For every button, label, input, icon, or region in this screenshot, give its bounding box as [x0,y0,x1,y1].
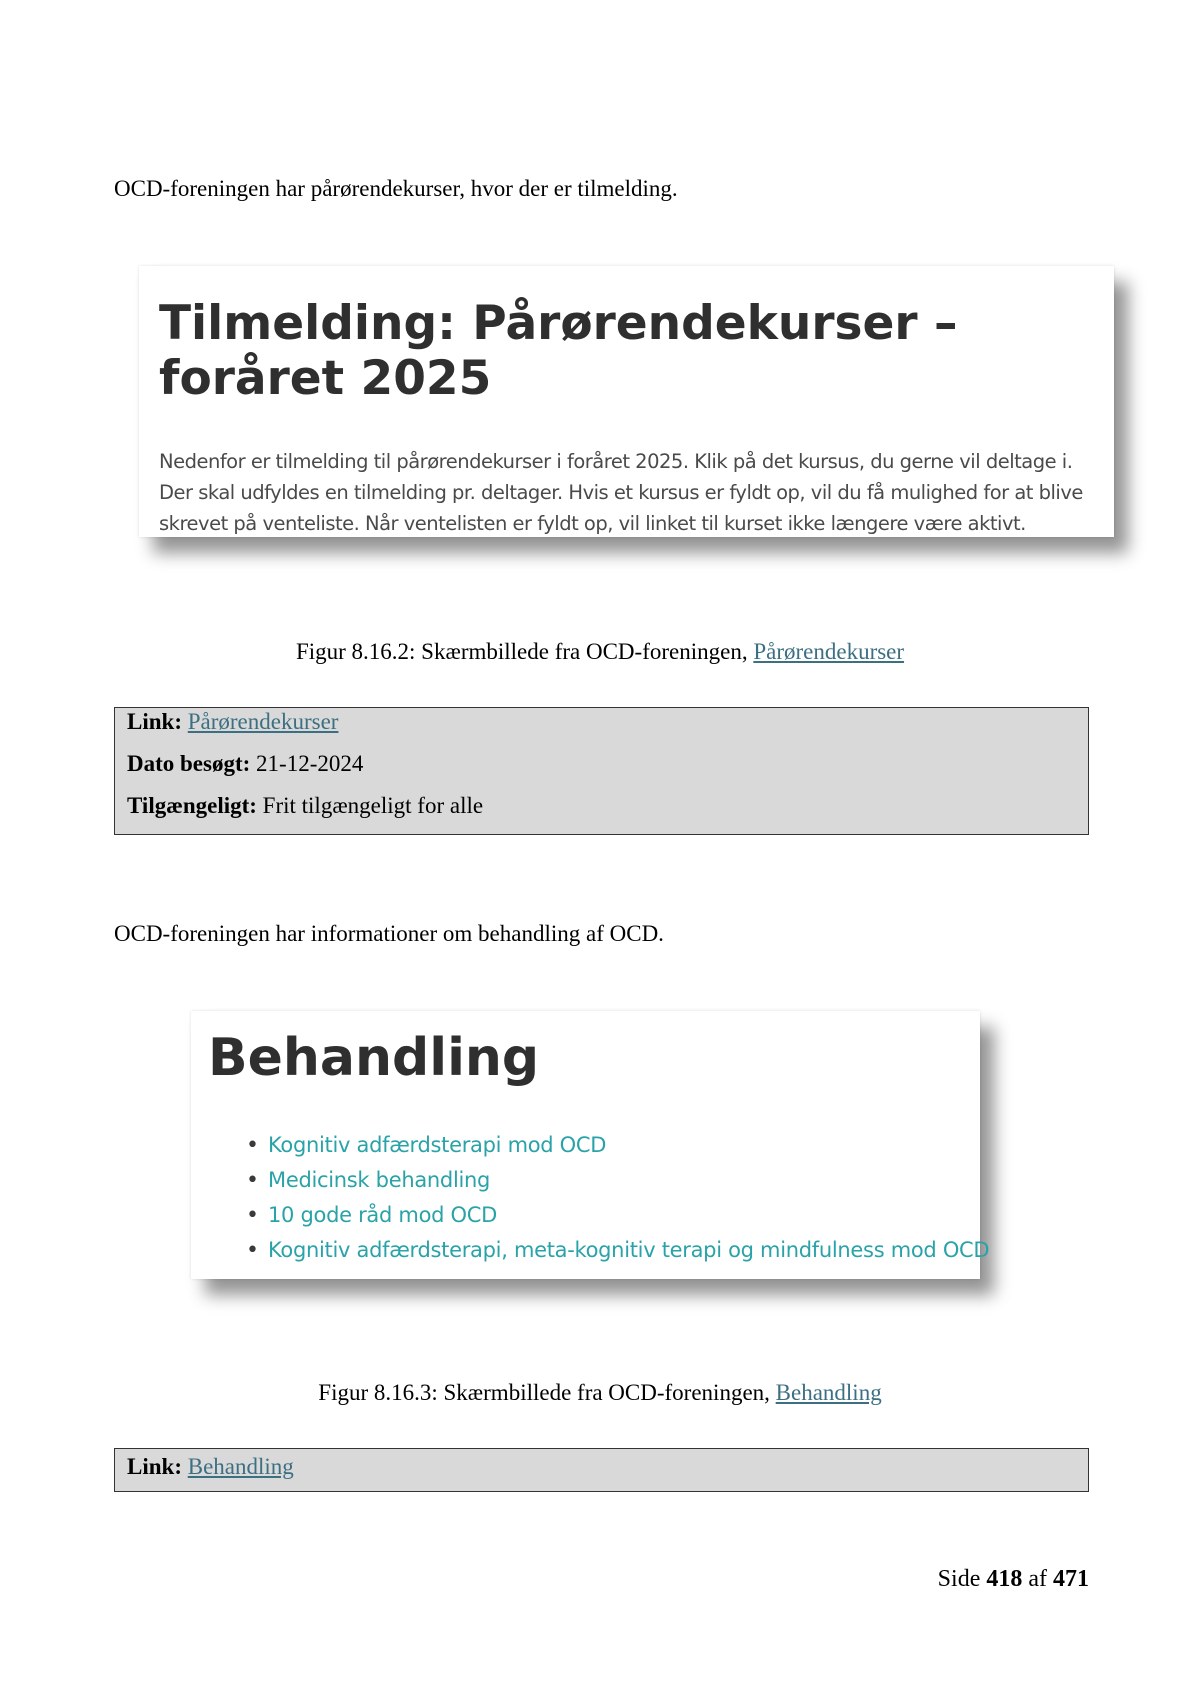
intro-paragraph-1: OCD-foreningen har pårørendekurser, hvor der er tilmelding. [114,176,678,201]
screenshot-registration-body: Nedenfor er tilmelding til pårørendekurser i foråret 2025. Klik på det kursus, du gerne vil deltage i. Der skal udfyldes en tilmelding pr. deltager. Hvis et kursus er fyldt op, vil du få mulighed for at blive skrevet på venteliste. Når ventelisten er fyldt op, vil linket til kurset ikke længere være aktivt. [159,450,1083,535]
figure-caption-2-link[interactable]: Behandling [775,1380,882,1405]
screenshot-treatment [191,1011,990,1279]
info-access-label: Tilgængeligt: [127,793,257,818]
info-box-registration [114,707,1089,835]
figure-caption-2 [0,1379,1200,1407]
intro-paragraph-2: OCD-foreningen har informationer om behandling af OCD. [114,921,664,946]
info-link[interactable]: Pårørendekurser [187,709,339,734]
info-date-row [127,750,363,778]
info-link-label: Link: [127,709,182,734]
info-access-value: Frit tilgængeligt for alle [262,793,484,818]
info-date-label: Dato besøgt: [127,751,251,776]
page-number: Side 418 af 471 [937,1566,1089,1592]
treatment-link-item[interactable]: • 10 gode råd mod OCD [246,1203,497,1228]
treatment-link-item[interactable]: • Kognitiv adfærdsterapi mod OCD [246,1133,607,1158]
info-link-row [127,708,338,736]
treatment-link-item[interactable]: • Medicinsk behandling [246,1168,491,1193]
figure-caption-1-link[interactable]: Pårørendekurser [753,639,905,664]
treatment-link-list [228,1128,989,1268]
info-date-value: 21-12-2024 [256,751,364,776]
info-box-treatment [114,1448,1089,1492]
screenshot-treatment-title: Behandling [208,1028,540,1088]
treatment-link-item[interactable]: • Kognitiv adfærdsterapi, meta-kognitiv terapi og mindfulness mod OCD [246,1238,990,1263]
figure-caption-1 [0,638,1200,666]
info-link[interactable]: Behandling [187,1454,294,1479]
screenshot-registration-title: Tilmelding: Pårørendekurser – foråret 2025 [159,296,958,406]
figure-caption-2-text: Figur 8.16.3: Skærmbillede fra OCD-foreningen, [318,1380,776,1405]
info-access-row [127,792,483,820]
figure-caption-1-text: Figur 8.16.2: Skærmbillede fra OCD-foreningen, [295,639,754,664]
info-link-label: Link: [127,1454,182,1479]
info-link-row [127,1453,294,1481]
screenshot-registration [139,266,1114,537]
